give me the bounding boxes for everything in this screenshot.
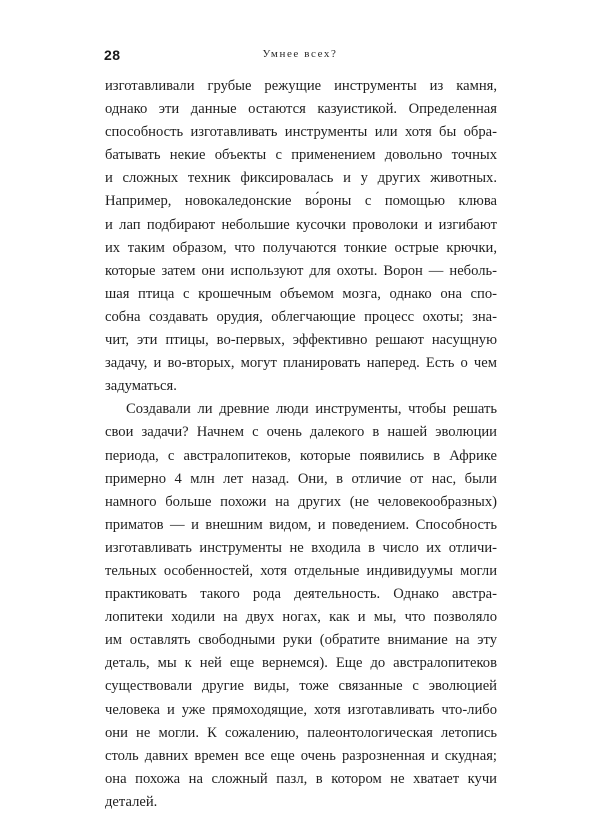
text-line: существовали другие виды, тоже связанные с эволюцией <box>105 678 497 695</box>
text-line: столь давних времен все еще очень разрозненная и скудная; <box>105 747 497 764</box>
text-line: способность изготавливать инструменты или хотя бы обра- <box>105 124 497 141</box>
text-line: они не могли. К сожалению, палеонтологическая летопись <box>105 724 497 741</box>
text-line: тельных особенностей, хотя отдельные индивидуумы могли <box>105 562 497 579</box>
text-line: приматов — и внешним видом, и поведением. Способность <box>105 516 497 533</box>
text-line: их таким образом, что получаются тонкие острые крючки, <box>105 239 497 256</box>
text-line: изготавливали грубые режущие инструменты из камня, <box>105 78 497 94</box>
paragraph <box>105 398 497 814</box>
body-text <box>105 75 497 814</box>
text-line: изготавливать инструменты не входила в число их отличи- <box>105 539 497 556</box>
text-line: шая птица с крошечным объемом мозга, однако она спо- <box>105 285 497 302</box>
text-line: периода, с австралопитеков, которые появились в Африке <box>105 447 497 464</box>
text-line: деталей. <box>105 793 158 810</box>
text-line: практиковать такого рода деятельность. Однако австра- <box>105 586 497 603</box>
paragraph <box>105 75 497 398</box>
page-number: 28 <box>104 47 121 63</box>
text-line: задуматься. <box>105 378 177 395</box>
text-line: батывать некие объекты с применением довольно точных <box>105 147 497 164</box>
text-line: примерно 4 млн лет назад. Они, в отличие от нас, были <box>105 470 497 487</box>
text-line: собна создавать орудия, облегчающие процесс охоты; зна- <box>105 308 497 325</box>
text-line: деталь, мы к ней еще вернемся). Еще до австралопитеков <box>105 655 497 672</box>
text-line: Создавали ли древние люди инструменты, чтобы решать <box>126 401 497 418</box>
running-head <box>104 47 496 67</box>
text-line: человека и уже прямоходящие, хотя изготавливать что-либо <box>105 701 497 718</box>
text-line: которые затем они используют для охоты. Ворон — неболь- <box>105 262 497 279</box>
text-line: лопитеки ходили на двух ногах, как и мы, что позволяло <box>105 609 497 626</box>
text-line: свои задачи? Начнем с очень далекого в нашей эволюции <box>105 424 497 441</box>
text-line: однако эти данные остаются казуистикой. Определенная <box>105 101 497 118</box>
text-line: и сложных техник фиксировалась и у других животных. <box>105 170 497 187</box>
running-title: Умнее всех? <box>262 48 338 60</box>
text-line: она похожа на сложный пазл, в котором не хватает кучи <box>105 770 497 787</box>
text-line: намного больше похожи на других (не человекообразных) <box>105 493 497 510</box>
text-line: и лап подбирают небольшие кусочки проволоки и изгибают <box>105 216 497 233</box>
text-line: Например, новокаледонские во́роны с помощью клюва <box>105 193 497 210</box>
text-line: задачу, и во-вторых, могут планировать наперед. Есть о чем <box>105 355 497 372</box>
text-line: им оставлять свободными руки (обратите внимание на эту <box>105 632 497 649</box>
text-line: чит, эти птицы, во-первых, эффективно решают насущную <box>105 332 497 349</box>
